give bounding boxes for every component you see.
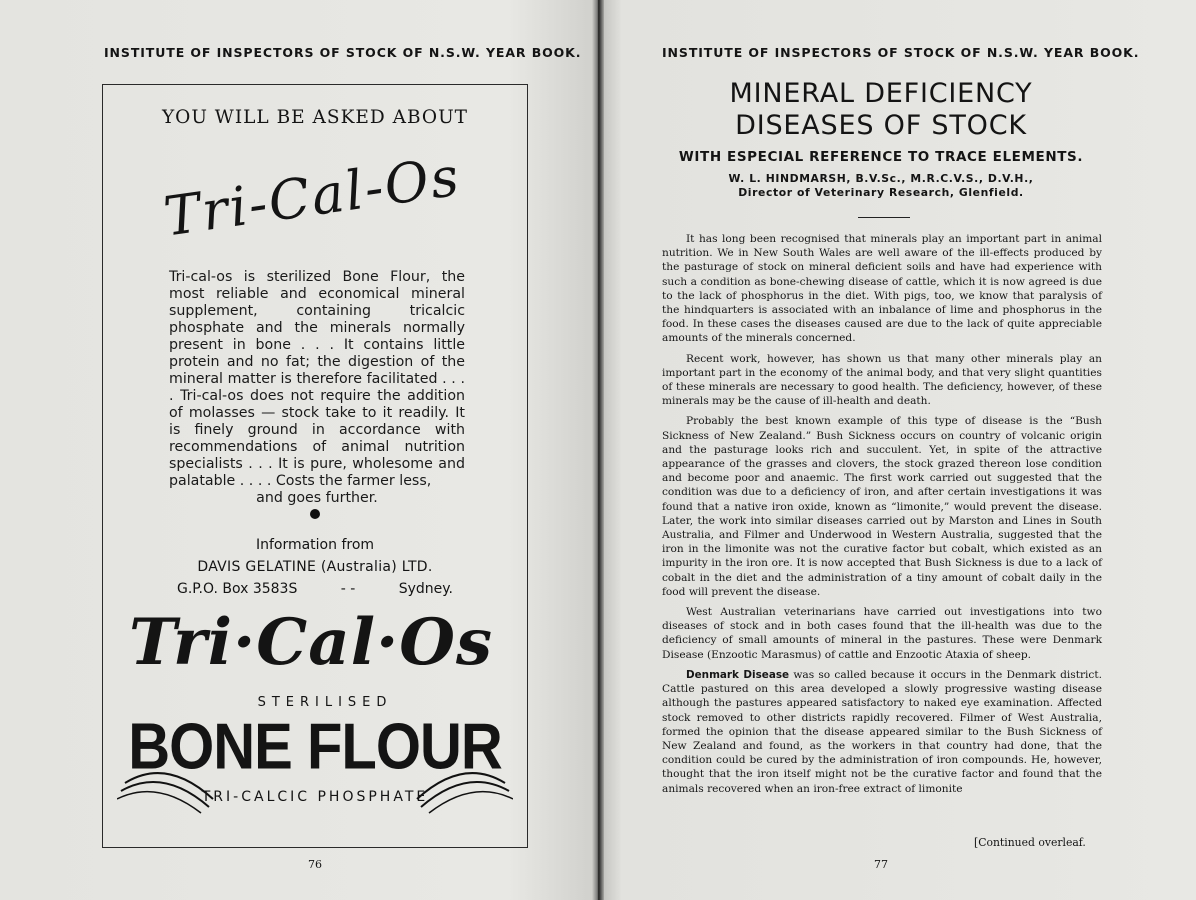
address-city: Sydney. xyxy=(398,581,453,597)
ad-body-last-line: and goes further. xyxy=(256,490,378,506)
sterilised-label: STERILISED xyxy=(257,695,393,710)
advertisement-box xyxy=(102,84,528,848)
paragraph-text: was so called because it occurs in the Denmark district. Cattle pastured on this area developed a slowly progressive wasting disease although the pastures appeared satisfactory to naked eye examination. Affected stock removed to other districts rapidly recovered. Filmer of West Australia, formed the opinion that the disease appeared similar to the Bush Sickness of New Zealand and found, as the workers in that country had done, that the condition could be cured by the administration of iron compounds. He, however, thought that the iron itself might not be the curative factor and found that the animals recovered when an iron-free extract of limonite xyxy=(662,668,1102,795)
article-paragraph: It has long been recognised that minerals play an important part in animal nutrition. We in New South Wales are well aware of the ill-effects produced by the pasturage of stock on mineral deficient soils and have had experience with such a condition as bone-chewing disease of cattle, which it is now agreed is due to the lack of phosphorus in the diet. With pigs, too, we know that paralysis of the hindquarters is associated with an inbalance of lime and phosphorus in the food. In these cases the diseases caused are due to the lack of quite appreciable amounts of the minerals concerned. xyxy=(662,233,1102,345)
page-number-left: 76 xyxy=(308,858,322,871)
bullet-dot-icon xyxy=(310,509,320,519)
article-paragraph: Probably the best known example of this type of disease is the “Bush Sickness of New Zealand.” Bush Sickness occurs on country of volcanic origin and the pasturage looks rich and succulent. Yet, in spite of the attractive appearance of the grasses and clovers, the stock grazed thereon lose condition and become poor and anaemic. The first work carried out suggested that the condition was due to a deficiency of iron, and after certain investigations it was found that a native iron oxide, known as “limonite,” would prevent the disease. Later, the work into similar diseases carried out by Marston and Lines in South Australia, and Filmer and Underwood in Western Australia, suggested that the iron in the limonite was not the curative factor but cobalt, which existed as an impurity in the iron ore. It is now accepted that Bush Sickness is due to a lack of cobalt in the diet and the administration of a tiny amount of cobalt daily in the food will prevent the disease. xyxy=(662,415,1102,598)
ad-body-paragraph: Tri-cal-os is sterilized Bone Flour, the most reliable and economical mineral supplement, containing tricalcic phosphate and the minerals normally present in bone . . . It contains little protein and no fat; the digestion of the mineral matter is therefore facilitated . . . . Tri-cal-os does not require the addition of molasses — stock take to it readily. It is finely ground in accordance with recommendations of animal nutrition specialists . . . It is pure, wholesome and palatable . . . . Costs the farmer less, xyxy=(169,269,465,489)
continued-overleaf-note: [Continued overleaf. xyxy=(974,836,1086,849)
divider-rule xyxy=(858,217,910,218)
tri-cal-os-script-logo: Tri-Cal-Os xyxy=(160,144,465,249)
page-number-right: 77 xyxy=(874,858,888,871)
address-po-box: G.P.O. Box 3583S xyxy=(177,581,298,597)
information-from-label: Information from xyxy=(255,537,375,553)
article-paragraph: West Australian veterinarians have carried out investigations into two diseases of stock and in both cases found that the ill-health was due to the deficiency of small amounts of mineral in the pastures. These were Denmark Disease (Enzootic Marasmus) of cattle and Enzootic Ataxia of sheep. xyxy=(662,606,1102,661)
running-head-right: INSTITUTE OF INSPECTORS OF STOCK OF N.S.W. YEAR BOOK. xyxy=(662,45,1140,60)
author-name: W. L. HINDMARSH, B.V.Sc., M.R.C.V.S., D.V.H., xyxy=(728,172,1034,185)
ad-headline: YOU WILL BE ASKED ABOUT xyxy=(161,107,469,128)
right-page xyxy=(598,0,1196,900)
ad-body-text xyxy=(169,269,465,507)
article-author xyxy=(646,172,1116,200)
company-name: DAVIS GELATINE (Australia) LTD. xyxy=(197,559,433,575)
tri-cal-os-bold-logo: Tri·Cal·Os xyxy=(129,605,494,680)
tri-calcic-phosphate-label: TRI-CALCIC PHOSPHATE xyxy=(201,789,429,805)
running-head-left: INSTITUTE OF INSPECTORS OF STOCK OF N.S.W. YEAR BOOK. xyxy=(104,45,582,60)
article-title xyxy=(646,78,1116,142)
article-title-line-2: DISEASES OF STOCK xyxy=(735,110,1027,141)
book-gutter xyxy=(592,0,604,900)
article-paragraph-denmark xyxy=(662,668,1102,796)
bone-flour-heading: BONE FLOUR xyxy=(128,710,502,783)
address-separator: - - xyxy=(340,581,356,597)
article-paragraph: Recent work, however, has shown us that many other minerals play an important part in the economy of the animal body, and that very slight quantities of these minerals are necessary to good health. The deficiency, however, of these minerals may be the cause of ill-health and death. xyxy=(662,352,1102,408)
company-address xyxy=(177,581,453,597)
author-position: Director of Veterinary Research, Glenfield. xyxy=(738,186,1024,199)
article-subtitle: WITH ESPECIAL REFERENCE TO TRACE ELEMENTS. xyxy=(678,149,1084,165)
swoosh-lines-icon xyxy=(117,747,513,817)
paragraph-lead-term: Denmark Disease xyxy=(686,668,790,681)
article-body xyxy=(662,232,1102,802)
article-title-line-1: MINERAL DEFICIENCY xyxy=(729,78,1033,109)
